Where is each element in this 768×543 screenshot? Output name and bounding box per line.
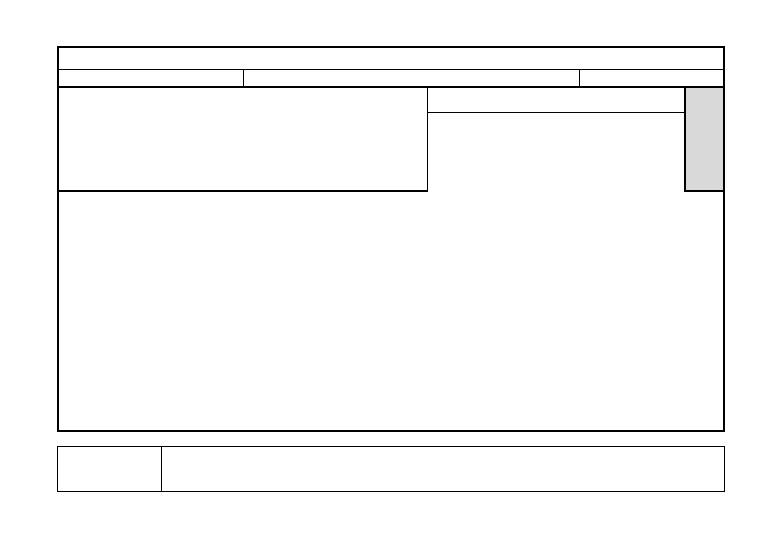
area-field: [59, 70, 244, 88]
nivel-logro-header: [684, 88, 723, 192]
instrumentos-header: [428, 88, 684, 113]
page-title: [59, 48, 723, 70]
indicadores-header: [59, 88, 428, 192]
legend-label: [58, 447, 162, 491]
curso-field: [579, 70, 723, 88]
alumno-field[interactable]: [244, 70, 579, 88]
achievement-legend: [57, 446, 725, 492]
evaluation-table: [57, 46, 725, 432]
